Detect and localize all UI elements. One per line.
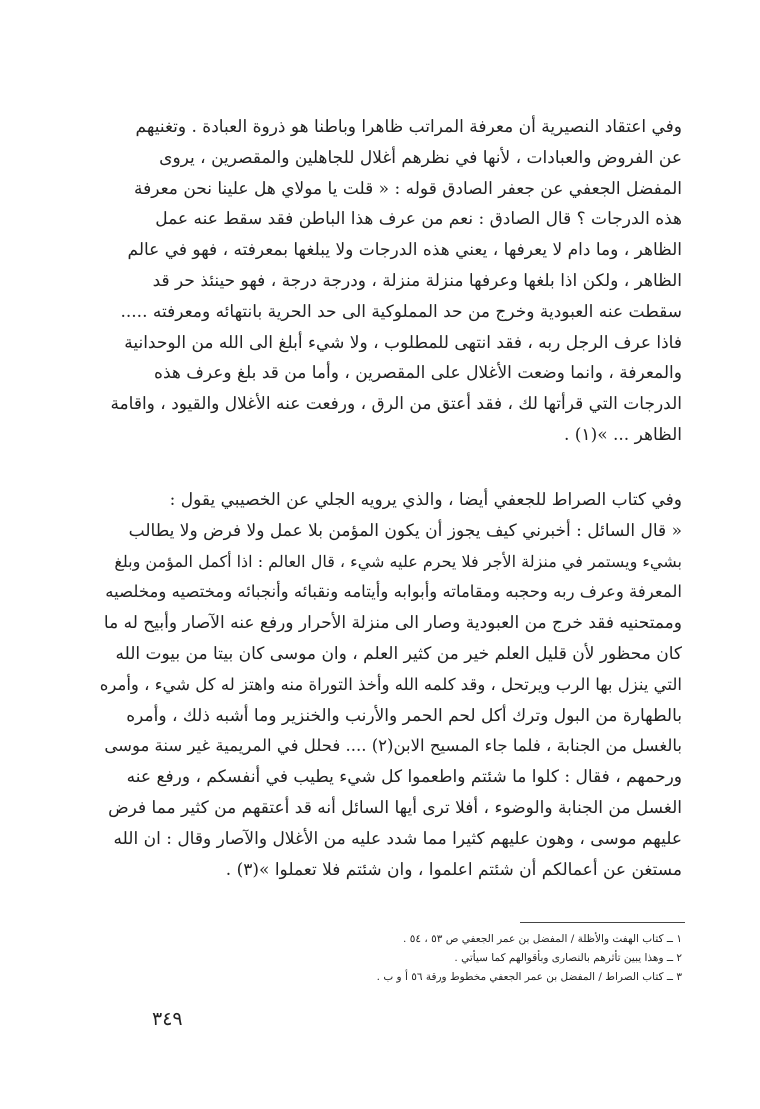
text-line: فاذا عرف الرجل ربه ، فقد انتهى للمطلوب ، ولا شيء أبلغ الى الله من الوحدانية [124, 332, 682, 353]
text-line: ورحمهم ، فقال : كلوا ما شئتم واطعموا كل شيء يطيب في أنفسكم ، ورفع عنه [126, 767, 682, 788]
text-line: المعرفة وعرف ربه وحجبه ومقاماته وأبوابه وأيتامه ونقبائه وأنجبائه ومختصيه ومخلصيه [105, 582, 682, 602]
text-line: الدرجات التي قرأتها لك ، فقد أعتق من الرق ، ورفعت عنه الأغلال والقيود ، واقامة [110, 394, 682, 415]
text-line: كان محظور لأن قليل العلم خير من كثير العلم ، وان موسى كان بيتا من بيوت الله [115, 643, 682, 664]
text-line: الغسل من الجنابة والوضوء ، أفلا ترى أيها السائل أنه قد أعتقهم من كثير مما فرض [108, 797, 682, 818]
text-line: الظاهر ... »(١) . [563, 424, 682, 445]
text-line: وفي كتاب الصراط للجعفي أيضا ، والذي يرويه الجلي عن الخصيبي يقول : [169, 490, 682, 510]
text-line: مستغن عن أعمالكم أن شئتم اعلموا ، وان شئتم فلا تعملوا »(٣) . [225, 859, 682, 880]
text-line: بشيء ويستمر في منزلة الأجر فلا يحرم عليه شيء ، قال العالم : اذا أكمل المؤمن وبلغ [114, 551, 682, 571]
page-number: ٣٤٩ [152, 1008, 183, 1030]
text-line: الظاهر ، وما دام لا يعرفها ، يعني هذه الدرجات ولا يبلغها بمعرفته ، فهو في عالم [127, 240, 682, 261]
paragraph-1 [100, 112, 682, 451]
text-line: بالطهارة من البول وترك أكل لحم الحمر والأرنب والخنزير وما أشبه ذلك ، وأمره [126, 705, 682, 726]
text-line: عن الفروض والعبادات ، لأنها في نظرهم أغلال للجاهلين والمقصرين ، يروى [159, 147, 682, 168]
footnote: ٢ ــ وهذا يبين تأثرهم بالنصارى وبأقوالهم كما سيأتي . [454, 952, 682, 964]
footnotes [300, 930, 682, 987]
footnote-divider [520, 922, 685, 923]
text-line: الظاهر ، ولكن اذا بلغها وعرفها منزلة منزلة ، ودرجة درجة ، فهو حينئذ حر قد [152, 270, 682, 291]
text-line: عليهم موسى ، وهون عليهم كثيرا مما شدد عليه من الأغلال والآصار وقال : ان الله [113, 828, 682, 849]
text-line: بالغسل من الجنابة ، فلما جاء المسيح الابن(٢) .... فحلل في المريمية غير سنة موسى [104, 736, 682, 756]
footnote: ٣ ــ كتاب الصراط / المفضل بن عمر الجعفي مخطوط ورقة ٥٦ أ و ب . [376, 971, 682, 983]
footnote: ١ ــ كتاب الهفت والأظلة / المفضل بن عمر الجعفي ص ٥٣ ، ٥٤ . [403, 933, 682, 945]
paragraph-2 [100, 485, 682, 885]
text-line: سقطت عنه العبودية وخرج من حد المملوكية الى حد الحرية بانتهائه ومعرفته ..... [120, 301, 682, 322]
text-line: المفضل الجعفي عن جعفر الصادق قوله : « قلت يا مولاي هل علينا نحن معرفة [133, 178, 682, 199]
text-line: هذه الدرجات ؟ قال الصادق : نعم من عرف هذا الباطن فقد سقط عنه عمل [155, 209, 682, 230]
text-line: « قال السائل : أخبرني كيف يجوز أن يكون المؤمن بلا عمل ولا فرض ولا يطالب [128, 520, 682, 541]
text-line: التي ينزل بها الرب ويرتحل ، وقد كلمه الله وأخذ التوراة منه واهتز له كل شيء ، وأمره [100, 674, 682, 694]
text-line: والمعرفة ، وانما وضعت الأغلال على المقصرين ، وأما من قد بلغ وعرف هذه [154, 363, 682, 384]
text-line: وفي اعتقاد النصيرية أن معرفة المراتب ظاهرا وباطنا هو ذروة العبادة . وتغنيهم [135, 117, 682, 137]
text-line: وممتحنيه فقد خرج من العبودية وصار الى منزلة الأحرار ورفع عنه الآصار وأبيح له ما [103, 613, 682, 634]
